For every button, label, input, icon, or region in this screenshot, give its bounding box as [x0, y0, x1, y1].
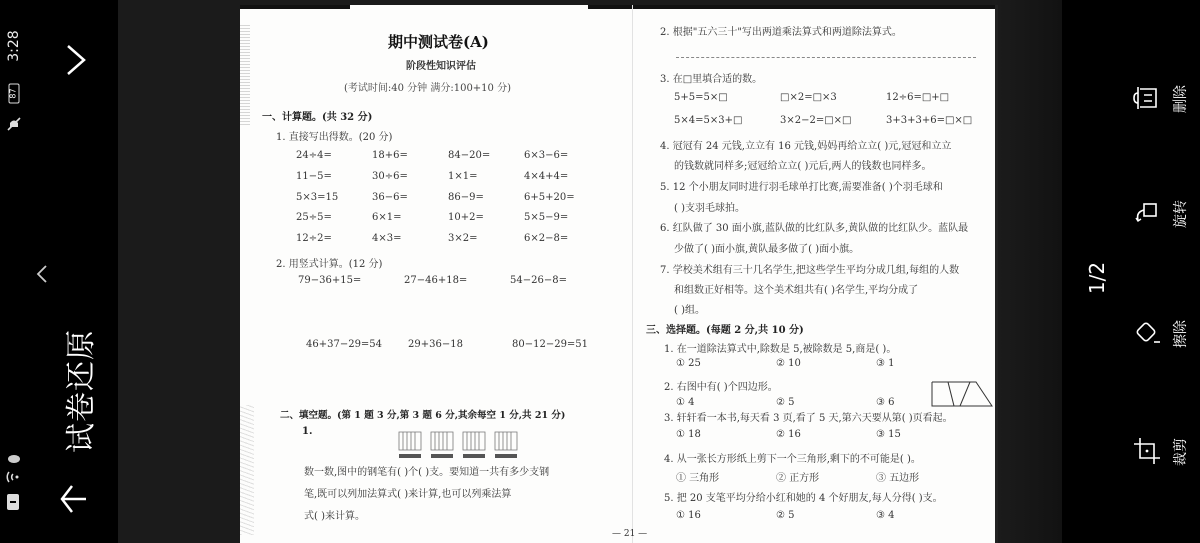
- s2-q1-label: 1.: [302, 426, 313, 437]
- choice-option[interactable]: ③ 4: [876, 510, 895, 521]
- s2-q1-line: 式( )来计算。: [304, 511, 365, 522]
- calc-item: 25÷5=: [296, 212, 332, 223]
- status-time: 3:28: [6, 30, 22, 62]
- crop-icon: [1132, 436, 1162, 466]
- rotate-icon: [1132, 198, 1162, 228]
- s2-q5-line: 5. 12 个小朋友同时进行羽毛球单打比赛,需要准备( )个羽毛球和: [660, 182, 943, 193]
- battery-icon: 87: [9, 84, 20, 104]
- calc-item: 11−5=: [296, 171, 332, 182]
- cloud-icon: [6, 452, 22, 464]
- chevron-right-icon[interactable]: [60, 40, 92, 80]
- choice-option[interactable]: ① 三角形: [676, 473, 720, 484]
- page-counter: [1082, 258, 1112, 298]
- vertical-calc-item: 80−12−29=51: [512, 339, 589, 350]
- calc-item: 6×2−8=: [524, 233, 569, 244]
- choice-question: 2. 右图中有( )个四边形。: [664, 382, 778, 393]
- s1-q1-heading: 1. 直接写出得数。(20 分): [276, 132, 393, 143]
- calc-item: 5×3=15: [296, 192, 339, 203]
- page-counter-text: 1/2: [1085, 261, 1109, 295]
- calc-item: 6×1=: [372, 212, 402, 223]
- exam-paper-image[interactable]: [240, 5, 998, 543]
- fill-item: 5+5=5×□: [674, 92, 728, 103]
- s1-q2-heading: 2. 用竖式计算。(12 分): [276, 259, 383, 270]
- choice-question: 1. 在一道除法算式中,除数是 5,被除数是 5,商是( )。: [664, 344, 897, 355]
- calc-item: 4×3=: [372, 233, 402, 244]
- paper-title: 期中测试卷(A): [388, 33, 489, 51]
- rotate-label: 旋转: [1173, 200, 1189, 228]
- vertical-calc-item: 29+36−18: [408, 339, 463, 350]
- calc-item: 12÷2=: [296, 233, 332, 244]
- wifi-icon: [5, 468, 23, 486]
- choice-option[interactable]: ③ 五边形: [876, 473, 920, 484]
- vertical-calc-item: 46+37−29=54: [306, 339, 383, 350]
- section1-heading: 一、计算题。(共 32 分): [262, 112, 373, 123]
- chevron-left-icon[interactable]: [34, 262, 50, 286]
- crop-label: 裁剪: [1173, 438, 1189, 466]
- s2-q2: 2. 根据"五六三十"写出两道乘法算式和两道除法算式。: [660, 27, 902, 38]
- choice-option[interactable]: ③ 1: [876, 358, 895, 369]
- s2-q7-line: 和组数正好相等。这个美术组共有( )名学生,平均分成了: [674, 285, 919, 296]
- sim-icon: [6, 492, 20, 512]
- section2-heading: 二、填空题。(第 1 题 3 分,第 3 题 6 分,其余每空 1 分,共 21 分): [280, 410, 566, 421]
- choice-question: 4. 从一张长方形纸上剪下一个三角形,剩下的不可能是( )。: [664, 454, 921, 465]
- s2-q3-heading: 3. 在□里填合适的数。: [660, 74, 763, 85]
- s2-q7-line: 7. 学校美术组有三十几名学生,把这些学生平均分成几组,每组的人数: [660, 265, 960, 276]
- choice-option[interactable]: ① 4: [676, 397, 695, 408]
- calc-item: 1×1=: [448, 171, 478, 182]
- s2-q4-line: 4. 冠冠有 24 元钱,立立有 16 元钱,妈妈再给立立( )元,冠冠和立立: [660, 141, 952, 152]
- s2-q6-line: 6. 红队做了 30 面小旗,蓝队做的比红队多,黄队做的比红队少。蓝队最: [660, 223, 969, 234]
- page-number: — 21 —: [612, 529, 648, 539]
- calc-item: 6×3−6=: [524, 150, 569, 161]
- trash-icon: [1132, 83, 1162, 113]
- vertical-calc-item: 54−26−8=: [510, 275, 567, 286]
- page-title-text: 试卷还原: [64, 329, 99, 453]
- pens-figure: [397, 428, 525, 464]
- calc-item: 84−20=: [448, 150, 491, 161]
- calc-item: 10+2=: [448, 212, 484, 223]
- calc-item: 6+5+20=: [524, 192, 575, 203]
- delete-button[interactable]: [1132, 65, 1198, 135]
- vertical-calc-item: 27−46+18=: [404, 275, 468, 286]
- calc-item: 4×4+4=: [524, 171, 569, 182]
- fill-item: 3+3+3+6=□×□: [886, 115, 973, 126]
- section3-heading: 三、选择题。(每题 2 分,共 10 分): [646, 325, 804, 336]
- choice-option[interactable]: ① 25: [676, 358, 701, 369]
- choice-question: 5. 把 20 支笔平均分给小红和她的 4 个好朋友,每人分得( )支。: [664, 493, 943, 504]
- eraser-icon: [1132, 318, 1162, 348]
- fill-item: □×2=□×3: [780, 92, 837, 103]
- exam-info: (考试时间:40 分钟 满分:100+10 分): [344, 83, 511, 94]
- left-rail: [0, 0, 118, 543]
- erase-label: 擦除: [1173, 320, 1189, 348]
- mute-icon: [6, 116, 22, 132]
- calc-item: 24÷4=: [296, 150, 332, 161]
- calc-item: 18+6=: [372, 150, 408, 161]
- s2-q1-line: 数一数,图中的钢笔有( )个( )支。要知道一共有多少支钢: [304, 467, 550, 478]
- status-bar: [0, 0, 28, 543]
- choice-option[interactable]: ② 正方形: [776, 473, 820, 484]
- choice-option[interactable]: ② 5: [776, 397, 795, 408]
- s2-q1-line: 笔,既可以列加法算式( )来计算,也可以列乘法算: [304, 489, 512, 500]
- calc-item: 86−9=: [448, 192, 484, 203]
- calc-item: 30÷6=: [372, 171, 408, 182]
- delete-label: 删除: [1173, 85, 1189, 113]
- fill-item: 3×2−2=□×□: [780, 115, 852, 126]
- crop-button[interactable]: [1132, 418, 1198, 488]
- calc-item: 36−6=: [372, 192, 408, 203]
- calc-item: 3×2=: [448, 233, 478, 244]
- answer-line: [676, 57, 976, 58]
- calc-item: 5×5−9=: [524, 212, 569, 223]
- choice-option[interactable]: ① 18: [676, 429, 701, 440]
- choice-option[interactable]: ① 16: [676, 510, 701, 521]
- fill-item: 5×4=5×3+□: [674, 115, 743, 126]
- choice-option[interactable]: ③ 15: [876, 429, 901, 440]
- quadrilateral-figure: [930, 380, 996, 408]
- erase-button[interactable]: [1132, 300, 1198, 370]
- choice-option[interactable]: ② 5: [776, 510, 795, 521]
- choice-question: 3. 轩轩看一本书,每天看 3 页,看了 5 天,第六天要从第( )页看起。: [664, 413, 953, 424]
- choice-option[interactable]: ② 16: [776, 429, 801, 440]
- s2-q6-line: 少做了( )面小旗,黄队最多做了( )面小旗。: [674, 244, 860, 255]
- s2-q7-line: ( )组。: [674, 305, 705, 316]
- vertical-calc-item: 79−36+15=: [298, 275, 362, 286]
- paper-subtitle: 阶段性知识评估: [406, 61, 476, 72]
- rotate-button[interactable]: [1132, 180, 1198, 250]
- s2-q5-line: ( )支羽毛球拍。: [674, 203, 745, 214]
- choice-option[interactable]: ② 10: [776, 358, 801, 369]
- s2-q4-line: 的钱数就同样多;冠冠给立立( )元后,两人的钱数也同样多。: [674, 161, 932, 172]
- choice-option[interactable]: ③ 6: [876, 397, 895, 408]
- arrow-down-icon[interactable]: [58, 474, 90, 524]
- page-title: [40, 295, 114, 475]
- fill-item: 12÷6=□+□: [886, 92, 950, 103]
